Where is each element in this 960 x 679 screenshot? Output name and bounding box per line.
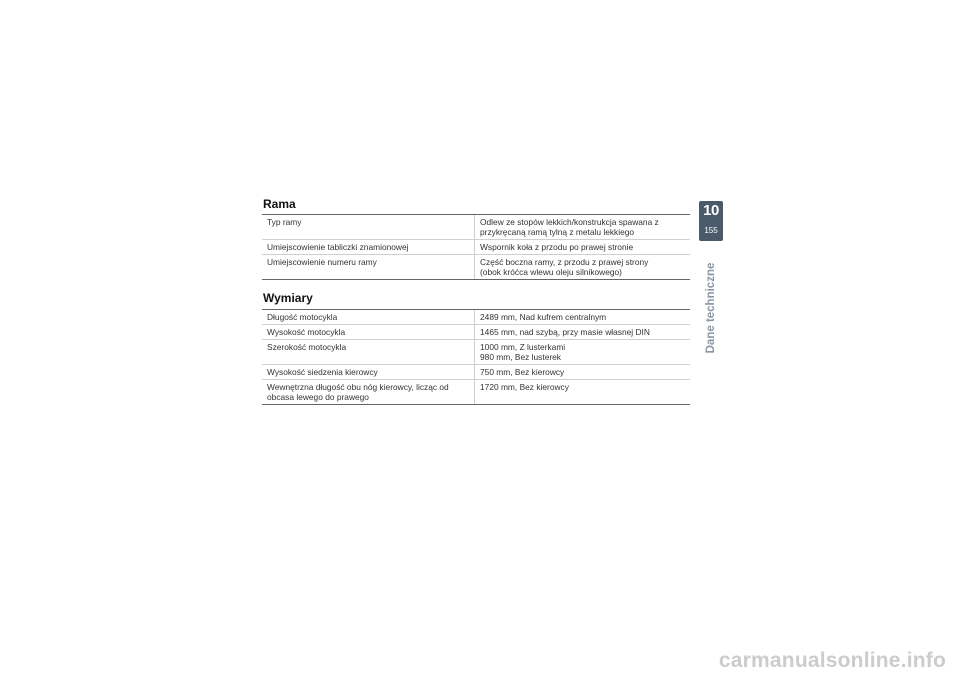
watermark: carmanualsonline.info [718,649,946,672]
table-row [262,310,690,325]
page-number: 155 [704,226,718,235]
rama-table [262,214,690,280]
table-row [262,340,690,365]
row-value [475,215,691,240]
table-row [262,380,690,405]
value-text: 1465 mm, nad szybą, przy masie własnej DIN [480,327,650,337]
row-value [475,365,691,380]
chapter-title-vertical: Dane techniczne [705,262,717,354]
row-value [475,255,691,280]
chapter-number: 10 [703,202,719,219]
row-value [475,380,691,405]
label-text: Szerokość motocykla [267,342,347,352]
label-text: Umiejscowienie numeru ramy [267,257,377,267]
chapter-tab [699,201,723,241]
row-label [262,310,475,325]
row-label [262,365,475,380]
label-text: Wysokość siedzenia kierowcy [267,367,378,377]
label-text: Wewnętrzna długość obu nóg kierowcy, licząc od obcasa lewego do prawego [267,382,449,402]
row-label [262,240,475,255]
section-title-wymiary: Wymiary [263,291,313,305]
label-text: Długość motocykla [267,312,338,322]
row-value [475,310,691,325]
row-label [262,325,475,340]
row-label [262,340,475,365]
table-row [262,365,690,380]
row-label [262,215,475,240]
table-row [262,215,690,240]
label-text: Wysokość motocykla [267,327,346,337]
row-label [262,255,475,280]
table-row [262,325,690,340]
value-text: Część boczna ramy, z przodu z prawej strony (obok króćca wlewu oleju silnikowego) [480,257,649,277]
row-value [475,240,691,255]
wymiary-table [262,309,690,405]
value-text: Odlew ze stopów lekkich/konstrukcja spawana z przykręcaną ramą tylną z metalu lekkiego [480,217,659,237]
value-text: Wspornik koła z przodu po prawej stronie [480,242,634,252]
value-text: 750 mm, Bez kierowcy [480,367,565,377]
row-label [262,380,475,405]
label-text: Umiejscowienie tabliczki znamionowej [267,242,409,252]
table-row [262,255,690,280]
value-text: 1000 mm, Z lusterkami 980 mm, Bez lusterek [480,342,566,362]
section-title-rama: Rama [263,197,296,211]
table-row [262,240,690,255]
value-text: 1720 mm, Bez kierowcy [480,382,569,392]
row-value [475,325,691,340]
label-text: Typ ramy [267,217,302,227]
value-text: 2489 mm, Nad kufrem centralnym [480,312,607,322]
row-value [475,340,691,365]
